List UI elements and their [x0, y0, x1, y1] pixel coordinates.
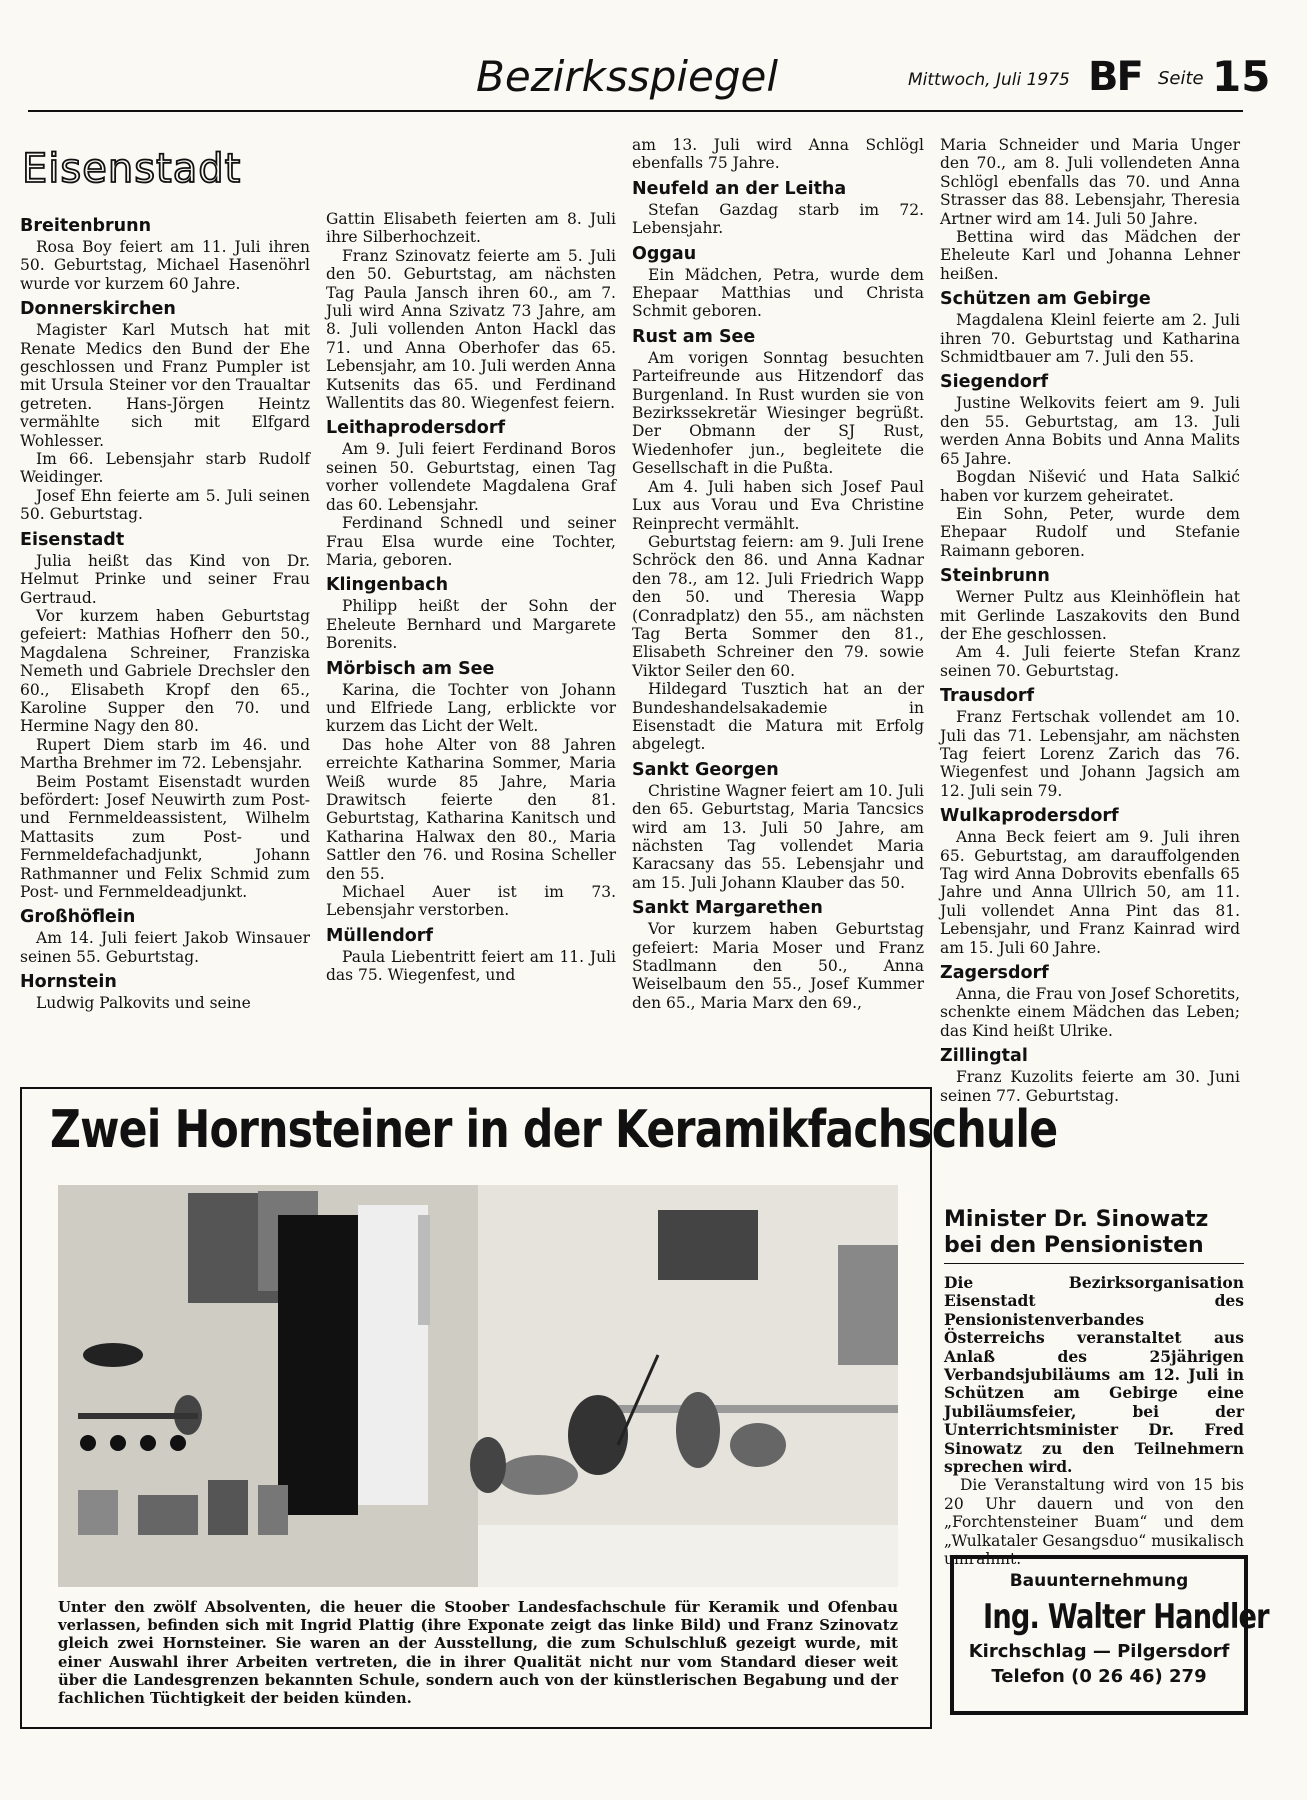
news-paragraph: Gattin Elisabeth feierten am 8. Juli ihre Silberhochzeit. — [326, 210, 616, 247]
news-paragraph: Ludwig Palkovits und seine — [36, 994, 251, 1013]
news-paragraph: Franz Szinovatz feierte am 5. Juli den 50. Geburtstag, am nächsten Tag Paula Jansch ihren 60., am 7. Juli wird Anna Szivatz 73 Jahre, am 8. Juli vollenden Anton Hackl das 71. und Anna Oberhofer das 65. Lebensjahr, am 10. Juli werden Anna Kutsenits das 65. und Ferdinand Wallentits das 80. Wiegenfest feiern. — [326, 246, 616, 413]
place-heading: Sankt Margarethen — [632, 898, 823, 919]
news-paragraph: Josef Ehn feierte am 5. Juli seinen 50. Geburtstag. — [20, 486, 310, 524]
news-paragraph: Vor kurzem haben Geburtstag gefeiert: Maria Moser und Franz Stadlmann den 50., Anna Weiselbaum den 55., Josef Kummer den 65., Maria Marx den 69., — [632, 920, 924, 1012]
news-paragraph: Ferdinand Schnedl und seiner Frau Elsa wurde eine Tochter, Maria, geboren. — [326, 514, 616, 569]
news-paragraph: Justine Welkovits feiert am 9. Juli den 55. Geburtstag, am 13. Juli werden Anna Bobits und Anna Malits 65 Jahre. — [940, 394, 1240, 468]
place-heading: Neufeld an der Leitha — [632, 178, 847, 199]
news-paragraph: am 13. Juli wird Anna Schlögl ebenfalls 75 Jahre. — [632, 136, 924, 173]
column-3 — [632, 136, 924, 1012]
news-paragraph: Bogdan Nišević und Hata Salkić haben vor kurzem geheiratet. — [940, 468, 1240, 505]
news-paragraph: Stefan Gazdag starb im 72. Lebensjahr. — [632, 200, 924, 238]
issue-date: Mittwoch, Juli 1975 — [908, 70, 1070, 90]
news-paragraph: Hildegard Tusztich hat an der Bundeshandelsakademie in Eisenstadt die Matura mit Erfolg abgelegt. — [632, 680, 924, 754]
news-paragraph: Maria Schneider und Maria Unger den 70., am 8. Juli vollendeten Anna Schlögl ebenfalls das 70. und Anna Strasser das 88. Lebensjahr, Theresia Artner wird am 14. Juli 50 Jahre. — [940, 136, 1240, 228]
place-heading: Mörbisch am See — [326, 658, 495, 679]
news-paragraph: Am 4. Juli haben sich Josef Paul Lux aus Vorau und Eva Christine Reinprecht vermählt. — [632, 477, 924, 533]
feature-caption: Unter den zwölf Absolventen, die heuer die Stoober Landesfachschule für Keramik und Ofenbau verlassen, befinden sich mit Ingrid Plattig (ihre Exponate zeigt das linke Bild) und Franz Szinovatz gleich zwei Hornsteiner. Sie waren an der Ausstellung, die zum Schulschluß gezeigt wurde, mit einer Auswahl ihrer Arbeiten vertreten, die in ihrer Qualität nicht nur vom Standard dieser weit über die Landesgrenzen bekannten Schule, sondern auch von der künstlerischen Begabung und der fachlichen Tüchtigkeit der beiden künden. — [58, 1599, 898, 1708]
place-heading: Großhöflein — [20, 907, 136, 928]
minister-body — [944, 1274, 1244, 1569]
news-paragraph: Vor kurzem haben Geburtstag gefeiert: Mathias Hofherr den 50., Magdalena Schreiner, Franziska Nemeth und Gabriele Drechsler den 60., Elisabeth Kropf den 65., Karoline Supper den 70. und Hermine Nagy den 80. — [20, 606, 310, 736]
news-paragraph: Ein Sohn, Peter, wurde dem Ehepaar Rudolf und Stefanie Raimann geboren. — [940, 504, 1240, 560]
news-paragraph: Magister Karl Mutsch hat mit Renate Medics den Bund der Ehe geschlossen und Franz Pumpler ist mit Ursula Steiner vor den Traualtar getreten. Hans-Jörgen Heintz vermählte sich mit Elfgard Wohlesser. — [20, 321, 310, 450]
page-number: 15 — [1212, 52, 1271, 101]
newspaper-logo: BF — [1088, 54, 1142, 100]
place-heading: Donnerskirchen — [20, 299, 176, 320]
place-heading: Breitenbrunn — [20, 216, 152, 236]
news-paragraph: Werner Pultz aus Kleinhöflein hat mit Gerlinde Laszakovits den Bund der Ehe geschlossen. — [940, 588, 1240, 643]
page-label: Seite — [1158, 68, 1204, 89]
news-paragraph: Am 9. Juli feiert Ferdinand Boros seinen 50. Geburtstag, einen Tag vorher vollendete Magdalena Graf das 60. Lebensjahr. — [326, 440, 616, 514]
news-paragraph: Michael Auer ist im 73. Lebensjahr verstorben. — [326, 883, 616, 920]
district-logo: Eisenstadt — [22, 146, 242, 192]
column-1 — [20, 210, 310, 1013]
ad-line-1: Bauunternehmung — [1009, 1571, 1189, 1591]
news-paragraph: Am vorigen Sonntag besuchten Parteifreunde aus Hitzendorf das Burgenland. In Rust wurden sie von Bezirkssekretär Wiesinger begrüßt. Der Obmann der SJ Rust, Wiedenhofer jun., begleitete die Gesellschaft in die Pußta. — [632, 348, 924, 478]
column-2 — [326, 210, 616, 985]
news-paragraph: Am 14. Juli feiert Jakob Winsauer seinen 55. Geburtstag. — [20, 929, 310, 966]
place-heading: Müllendorf — [326, 925, 433, 946]
column-4 — [940, 136, 1240, 1105]
news-paragraph: Ein Mädchen, Petra, wurde dem Ehepaar Matthias und Christa Schmit geboren. — [632, 265, 924, 321]
ad-company-name: Ing. Walter Handler — [983, 1597, 1269, 1637]
news-paragraph: Rosa Boy feiert am 11. Juli ihren 50. Geburtstag, Michael Hasenöhrl wurde vor kurzem 60 Jahre. — [20, 238, 310, 293]
feature-box — [20, 1087, 1058, 1729]
place-heading: Klingenbach — [326, 575, 449, 596]
place-heading: Trausdorf — [940, 686, 1035, 707]
news-paragraph: Magdalena Kleinl feierte am 2. Juli ihren 70. Geburtstag und Katharina Schmidtbauer am 7. Juli den 55. — [940, 311, 1240, 367]
place-heading: Eisenstadt — [20, 529, 125, 550]
news-paragraph: Anna Beck feiert am 9. Juli ihren 65. Geburtstag, am darauffolgenden Tag wird Anna Dobrovits ebenfalls 65 Jahre und Anna Ullrich 50, am 11. Juli vollendet Anna Pint das 81. Lebensjahr, und Franz Kainrad wird am 15. Juli 60 Jahre. — [940, 828, 1240, 957]
news-paragraph: Das hohe Alter von 88 Jahren erreichte Katharina Sommer, Maria Weiß wurde 85 Jahre, Maria Drawitsch feierte den 81. Geburtstag, Katharina Kanitsch und Katharina Halwax den 80., Maria Sattler den 76. und Rosina Scheller den 55. — [326, 735, 616, 883]
minister-article — [944, 1207, 1244, 1569]
ad-phone: Telefon (0 26 46) 279 — [991, 1666, 1207, 1687]
minister-headline-line-1: Minister Dr. Sinowatz — [944, 1207, 1209, 1232]
news-paragraph: Bettina wird das Mädchen der Eheleute Karl und Johanna Lehner heißen. — [940, 228, 1240, 283]
minister-headline — [944, 1207, 1244, 1264]
section-title: Bezirksspiegel — [476, 52, 779, 101]
place-heading: Zagersdorf — [940, 963, 1049, 984]
minister-paragraph: Die Veranstaltung wird von 15 bis 20 Uhr dauern und von den „Forchtensteiner Buam“ und dem „Wulkataler Gesangsduo“ musikalisch umrahmt. — [944, 1476, 1244, 1569]
news-paragraph: Franz Kuzolits feierte am 30. Juni seinen 77. Geburtstag. — [940, 1068, 1240, 1105]
news-paragraph: Julia heißt das Kind von Dr. Helmut Prinke und seiner Frau Gertraud. — [20, 551, 310, 607]
place-heading: Schützen am Gebirge — [940, 289, 1151, 310]
news-paragraph: Beim Postamt Eisenstadt wurden befördert: Josef Neuwirth zum Post- und Fernmeldeassistent, Wilhelm Mattasits zum Post- und Fernmeldefachadjunkt, Johann Rathmanner und Felix Schmid zum Post- und Fernmeldeadjunkt. — [20, 772, 310, 901]
news-paragraph: Am 4. Juli feierte Stefan Kranz seinen 70. Geburtstag. — [940, 643, 1240, 680]
ceramics-exhibition-photo — [58, 1185, 898, 1587]
place-heading: Steinbrunn — [940, 566, 1050, 587]
place-heading: Wulkaprodersdorf — [940, 806, 1119, 827]
news-paragraph: Rupert Diem starb im 46. und Martha Brehmer im 72. Lebensjahr. — [20, 735, 310, 773]
ad-location: Kirchschlag — Pilgersdorf — [968, 1641, 1230, 1662]
news-paragraph: Karina, die Tochter von Johann und Elfriede Lang, erblickte vor kurzem das Licht der Welt. — [326, 680, 616, 736]
news-paragraph: Christine Wagner feiert am 10. Juli den 65. Geburtstag, Maria Tancsics wird am 13. Juli 50 Jahre, am nächsten Tag vollendet Maria Karacsany das 55. Lebensjahr und am 15. Juli Johann Klauber das 50. — [632, 781, 924, 892]
news-paragraph: Im 66. Lebensjahr starb Rudolf Weidinger. — [20, 450, 310, 487]
news-paragraph: Paula Liebentritt feiert am 11. Juli das 75. Wiegenfest, und — [326, 947, 616, 985]
news-paragraph: Anna, die Frau von Josef Schoretits, schenkte einem Mädchen das Leben; das Kind heißt Ulrike. — [940, 985, 1240, 1040]
place-heading: Leithaprodersdorf — [326, 418, 506, 439]
minister-headline-line-2: bei den Pensionisten — [944, 1233, 1204, 1258]
minister-lead: Die Bezirksorganisation Eisenstadt des Pensionistenverbandes Österreichs veranstaltet aus Anlaß des 25jährigen Verbandsjubiläums am 12. Juli in Schützen am Gebirge eine Jubiläumsfeier, bei der Unterrichtsminister Dr. Fred Sinowatz zu den Teilnehmern sprechen wird. — [944, 1273, 1244, 1477]
place-heading: Rust am See — [632, 326, 756, 347]
news-paragraph: Franz Fertschak vollendet am 10. Juli das 71. Lebensjahr, am nächsten Tag feiert Lorenz Zarich das 76. Wiegenfest und Johann Jagsich am 12. Juli sein 79. — [940, 708, 1240, 800]
advertisement — [950, 1555, 1269, 1715]
place-heading: Hornstein — [20, 972, 117, 993]
news-paragraph: Philipp heißt der Sohn der Eheleute Bernhard und Margarete Borenits. — [326, 597, 616, 653]
news-paragraph: Geburtstag feiern: am 9. Juli Irene Schröck den 86. und Anna Kadnar den 78., am 12. Juli Friedrich Wapp den 50. und Theresia Wapp (Conradplatz) den 55., am nächsten Tag Berta Sommer den 81., Elisabeth Schreiner den 79. sowie Viktor Seiler den 60. — [632, 532, 924, 680]
place-heading: Oggau — [632, 243, 697, 264]
place-heading: Siegendorf — [940, 372, 1049, 393]
page-header — [28, 52, 1271, 112]
place-heading: Sankt Georgen — [632, 759, 779, 780]
feature-headline: Zwei Hornsteiner in der Keramikfachschule — [50, 1100, 1058, 1160]
place-heading: Zillingtal — [940, 1046, 1028, 1067]
